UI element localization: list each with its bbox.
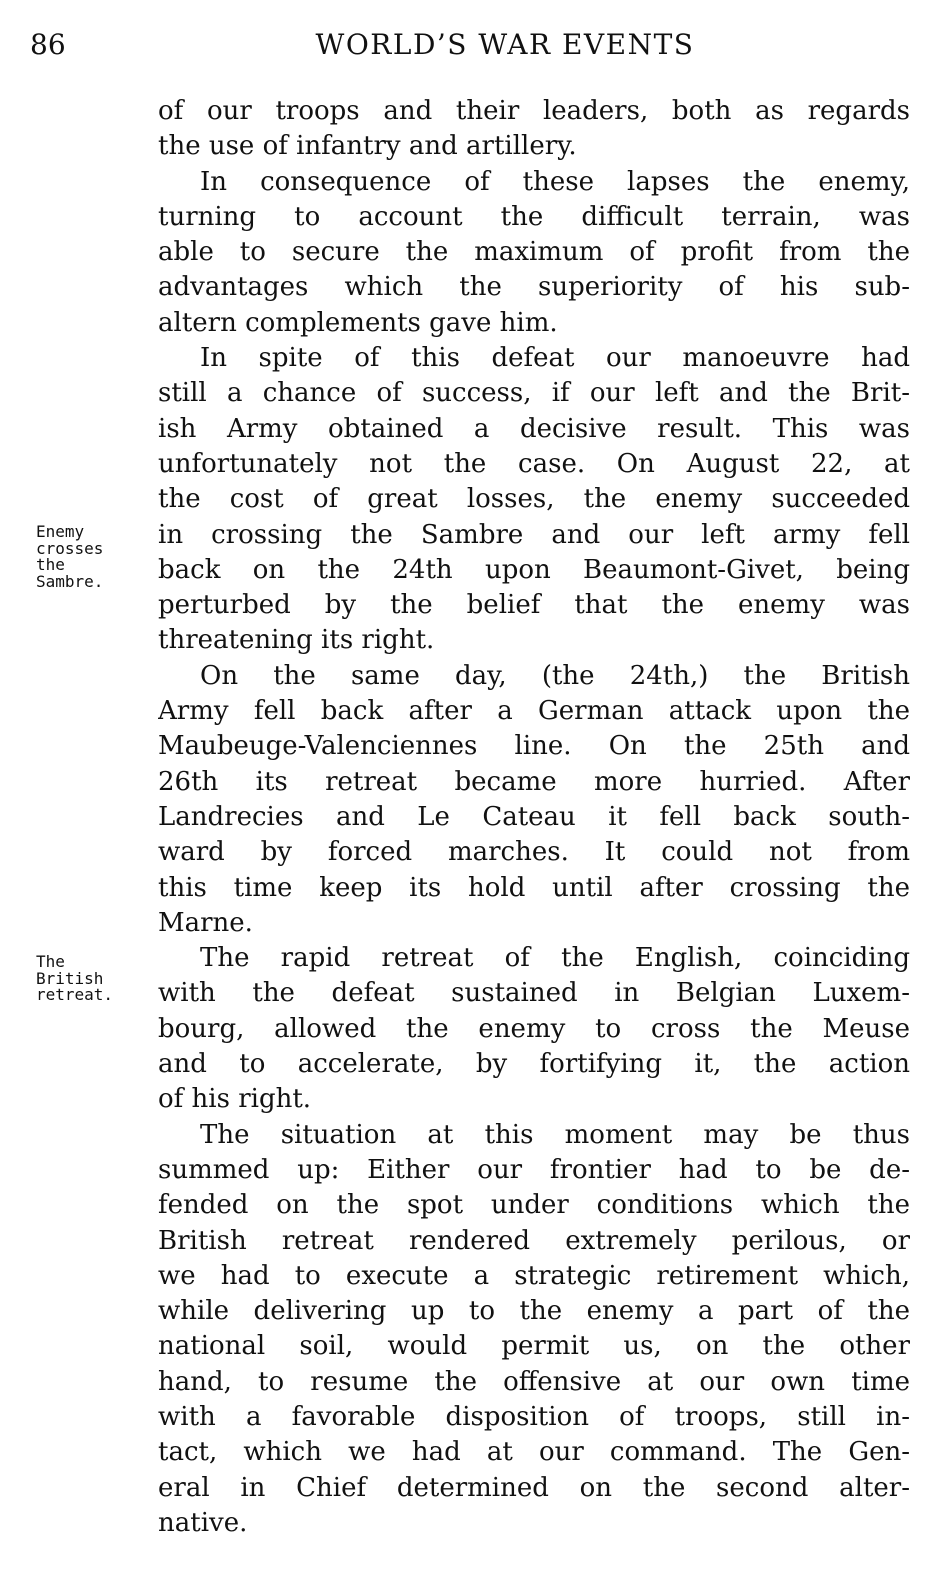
text-line: British retreat rendered extremely perilous, or xyxy=(158,1225,910,1256)
text-line: tact, which we had at our command. The Gen- xyxy=(158,1437,910,1468)
margin-note-line: British xyxy=(36,968,104,988)
text-line: advantages which the superiority of his sub- xyxy=(158,272,910,303)
margin-note-line: Enemy xyxy=(36,522,85,541)
text-line: in crossing the Sambre and our left army fell xyxy=(158,519,910,550)
margin-note-line: The xyxy=(36,952,65,971)
text-line: fended on the spot under conditions which the xyxy=(158,1190,910,1221)
text-line: of our troops and their leaders, both as regards xyxy=(158,96,910,126)
text-line: The rapid retreat of the English, coinciding xyxy=(200,943,910,974)
text-line: threatening its right. xyxy=(158,625,435,656)
margin-note-enemy-crosses-sambre xyxy=(36,524,148,590)
page-number: 86 xyxy=(30,28,66,61)
text-line: ward by forced marches. It could not from xyxy=(158,837,910,868)
margin-note-line: retreat. xyxy=(36,985,114,1004)
body-text xyxy=(158,94,910,1541)
text-line: altern complements gave him. xyxy=(158,307,558,338)
text-line: Maubeuge-Valenciennes line. On the 25th and xyxy=(158,731,910,762)
text-line: ish Army obtained a decisive result. This was xyxy=(158,413,910,444)
text-line: Landrecies and Le Cateau it fell back south- xyxy=(158,801,910,832)
margin-note-line: the xyxy=(36,555,65,574)
text-line: In spite of this defeat our manoeuvre had xyxy=(200,343,910,374)
text-line: turning to account the difficult terrain, was xyxy=(158,201,910,232)
text-line: still a chance of success, if our left and the Brit- xyxy=(158,378,910,409)
text-line: perturbed by the belief that the enemy was xyxy=(158,590,910,621)
text-line: while delivering up to the enemy a part of the xyxy=(158,1296,910,1327)
text-line: and to accelerate, by fortifying it, the action xyxy=(158,1049,910,1080)
text-line: The situation at this moment may be thus xyxy=(200,1119,910,1150)
margin-note-line: Sambre. xyxy=(36,571,104,591)
text-line: national soil, would permit us, on the other xyxy=(158,1331,910,1362)
text-line: On the same day, (the 24th,) the British xyxy=(200,660,910,691)
margin-note-british-retreat xyxy=(36,954,148,1004)
text-line: this time keep its hold until after crossing the xyxy=(158,872,910,903)
text-line: unfortunately not the case. On August 22, at xyxy=(158,448,910,479)
page-header xyxy=(0,24,950,68)
text-line: In consequence of these lapses the enemy, xyxy=(200,166,910,197)
running-title: WORLD’S WAR EVENTS xyxy=(315,28,695,61)
text-line: summed up: Either our frontier had to be de- xyxy=(158,1154,910,1185)
text-line: back on the 24th upon Beaumont-Givet, being xyxy=(158,554,910,585)
margin-note-line: crosses xyxy=(36,538,104,558)
text-line: able to secure the maximum of profit from the xyxy=(158,237,910,268)
text-line: bourg, allowed the enemy to cross the Meuse xyxy=(158,1013,910,1044)
text-line: of his right. xyxy=(158,1084,312,1115)
text-line: we had to execute a strategic retirement which, xyxy=(158,1260,910,1291)
text-line: the use of infantry and artillery. xyxy=(158,131,577,162)
text-line: with a favorable disposition of troops, still in- xyxy=(158,1401,910,1432)
text-line: eral in Chief determined on the second alter- xyxy=(158,1472,910,1503)
text-line: Army fell back after a German attack upon the xyxy=(158,696,910,727)
text-line: with the defeat sustained in Belgian Luxem- xyxy=(158,978,910,1009)
text-line: hand, to resume the offensive at our own time xyxy=(158,1366,910,1397)
text-line: 26th its retreat became more hurried. After xyxy=(158,766,910,797)
text-line: the cost of great losses, the enemy succeeded xyxy=(158,484,910,515)
text-line: native. xyxy=(158,1507,248,1538)
text-line: Marne. xyxy=(158,907,253,938)
